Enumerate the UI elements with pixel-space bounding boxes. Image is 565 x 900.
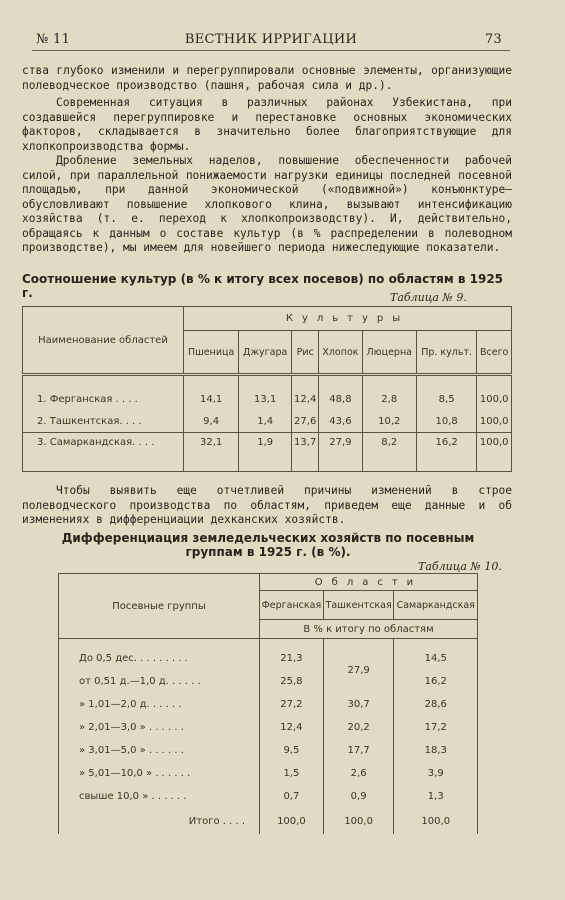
paragraph-1: ства глубоко изменили и перегруппировали основные элементы, организующие полеводческое производство (пашня, рабочая сила и др.). <box>22 64 512 92</box>
table-row: » 1,01—2,0 д. . . . . . 27,2 30,7 28,6 <box>59 693 478 716</box>
table-10-col-fergana: Ферганская <box>260 591 324 620</box>
table-9-col-jugara: Джугара <box>239 331 292 375</box>
table-row-total: Итого . . . . 100,0 100,0 100,0 <box>59 808 478 834</box>
table-row: » 5,01—10,0 » . . . . . . 1,5 2,6 3,9 <box>59 762 478 785</box>
table-10-header-regions: Области <box>260 574 478 591</box>
table-row: от 0,51 д.—1,0 д. . . . . . 25,8 16,2 <box>59 670 478 693</box>
table-9-header-regions: Наименование областей <box>23 307 184 375</box>
table-9-header-crops: Культуры <box>184 307 512 331</box>
journal-title: ВЕСТНИК ИРРИГАЦИИ <box>184 32 358 47</box>
table-9-heading: Соотношение культур (в % к итогу всех посевов) по областям в 1925 г. <box>22 272 504 300</box>
table-row: » 2,01—3,0 » . . . . . . 12,4 20,2 17,2 <box>59 716 478 739</box>
table-9-label: Таблица № 9. <box>390 291 467 304</box>
merged-cell-tashkent: 27,9 <box>323 647 394 693</box>
paragraph-4: Чтобы выявить еще отчетливей причины изменений в строе полеводческого производства по областям, приведем еще данные и об изменениях в дифференциации дехканских хозяйств. <box>22 484 512 526</box>
table-9-col-rice: Рис <box>292 331 319 375</box>
table-10-heading: Дифференциация земледельческих хозяйств по посевным группам в 1925 г. (в %). <box>61 531 475 559</box>
table-row: » 3,01—5,0 » . . . . . . 9,5 17,7 18,3 <box>59 739 478 762</box>
table-row: 2. Ташкентская. . . . 9,4 1,4 27,6 43,6 10,2 10,8 100,0 <box>23 410 512 433</box>
table-row: 3. Самаркандская. . . . 32,1 1,9 13,7 27,9 8,2 16,2 100,0 <box>23 433 512 472</box>
table-10-unit: В % к итогу по областям <box>260 620 478 639</box>
table-9-col-total: Всего <box>477 331 512 375</box>
table-9 <box>22 306 512 472</box>
table-row: свыше 10,0 » . . . . . . 0,7 0,9 1,3 <box>59 785 478 808</box>
table-row: До 0,5 дес. . . . . . . . . 21,3 27,9 14,5 <box>59 647 478 670</box>
table-9-col-wheat: Пшеница <box>184 331 239 375</box>
table-9-col-lucerne: Люцерна <box>362 331 416 375</box>
page-number: 73 <box>484 32 502 47</box>
table-10-col-tashkent: Ташкентская <box>323 591 394 620</box>
paragraph-3: Дробление земельных наделов, повышение обеспеченности рабочей силой, при параллельной понижаемости нагрузки единицы последней посевной площадью, при данной экономической («подвижной») конъюнктуре—обусловливают повышение хлопкового клина, вызывают интенсификацию хозяйства (т. е. переход к хлопкопроизводству). И, действительно, обращаясь к данным о составе культур (в % распределении в полеводном производстве), мы имеем для новейшего периода нижеследующие показатели. <box>22 154 512 254</box>
table-row: 1. Ферганская . . . . 14,1 13,1 12,4 48,8 2,8 8,5 100,0 <box>23 388 512 410</box>
table-10-label: Таблица № 10. <box>418 560 502 573</box>
table-9-col-other: Пр. культ. <box>416 331 476 375</box>
paragraph-2: Современная ситуация в различных районах Узбекистана, при создавшейся перегруппировке и перестановке основных экономических факторов, складывается в значительно более благоприятствующие для хлопкопроизводства формы. <box>22 96 512 153</box>
table-10-header-groups: Посевные группы <box>59 574 260 639</box>
table-10 <box>58 573 478 834</box>
table-9-col-cotton: Хлопок <box>319 331 362 375</box>
running-header <box>32 30 510 51</box>
issue-number: № 11 <box>36 32 71 47</box>
table-10-col-samarkand: Самаркандская <box>394 591 478 620</box>
